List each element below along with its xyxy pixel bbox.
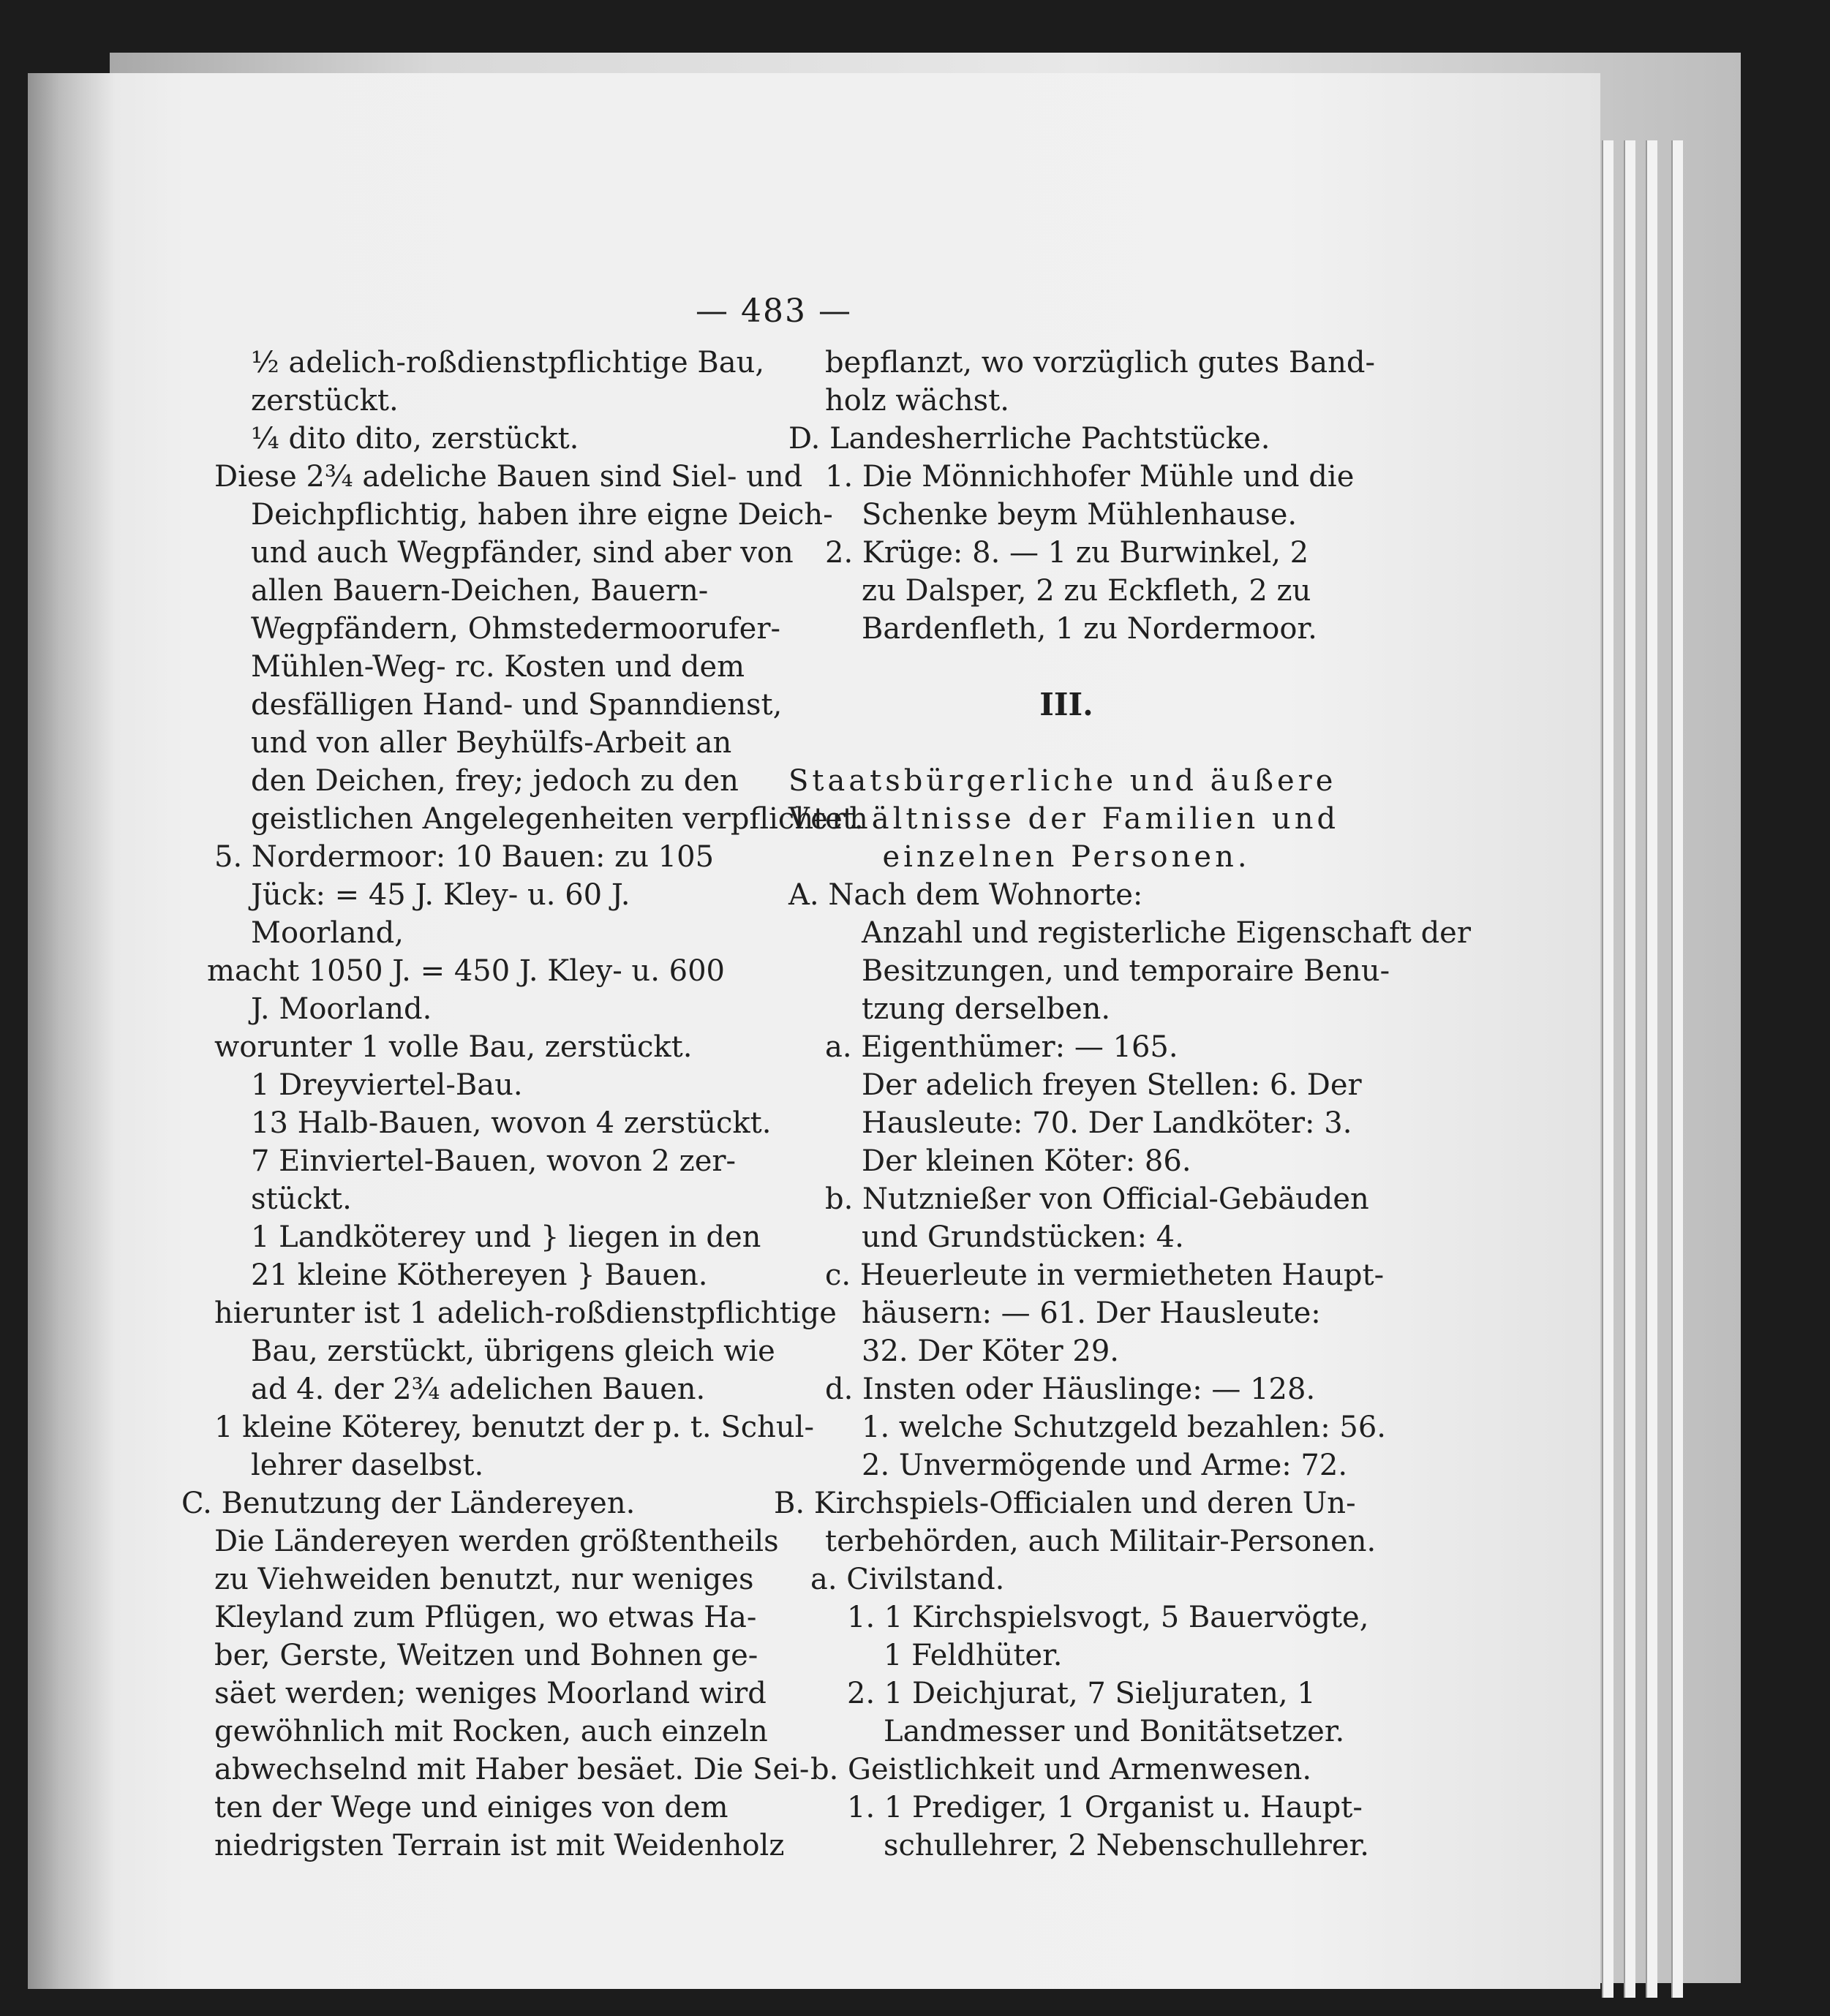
text-line: tzung derselben. bbox=[862, 992, 1111, 1026]
text-line: zu Dalsper, 2 zu Eckfleth, 2 zu bbox=[862, 574, 1311, 608]
text-line: Die Ländereyen werden größtentheils bbox=[214, 1525, 779, 1558]
text-line: a. Civilstand. bbox=[810, 1563, 1005, 1596]
text-line: ad 4. der 2¾ adelichen Bauen. bbox=[251, 1373, 706, 1406]
text-line: D. Landesherrliche Pachtstücke. bbox=[788, 422, 1270, 456]
text-line: stückt. bbox=[251, 1182, 352, 1216]
text-line: b. Nutznießer von Official-Gebäuden bbox=[825, 1182, 1369, 1216]
text-line: 1 Landköterey und } liegen in den bbox=[251, 1220, 761, 1254]
text-line: holz wächst. bbox=[825, 384, 1009, 418]
text-line: A. Nach dem Wohnorte: bbox=[788, 878, 1143, 912]
text-line: b. Geistlichkeit und Armenwesen. bbox=[810, 1753, 1312, 1786]
text-line: zu Viehweiden benutzt, nur weniges bbox=[214, 1563, 754, 1596]
text-line: 1. Die Mönnichhofer Mühle und die bbox=[825, 460, 1355, 494]
text-line: d. Insten oder Häuslinge: — 128. bbox=[825, 1373, 1316, 1406]
text-line: ½ adelich-roßdienstpflichtige Bau, bbox=[251, 346, 765, 380]
text-line: Diese 2¾ adeliche Bauen sind Siel- und bbox=[214, 460, 803, 494]
text-line: 21 kleine Köthereyen } Bauen. bbox=[251, 1258, 708, 1292]
text-line: Mühlen-Weg- rc. Kosten und dem bbox=[251, 650, 745, 684]
text-line: häusern: — 61. Der Hausleute: bbox=[862, 1296, 1321, 1330]
text-line: 1 Dreyviertel-Bau. bbox=[251, 1068, 523, 1102]
text-line: Landmesser und Bonitätsetzer. bbox=[884, 1715, 1345, 1748]
text-line: macht 1050 J. = 450 J. Kley- u. 600 bbox=[207, 954, 725, 988]
text-line: Hausleute: 70. Der Landköter: 3. bbox=[862, 1106, 1352, 1140]
text-line: Kleyland zum Pflügen, wo etwas Ha- bbox=[214, 1601, 757, 1634]
text-line: gewöhnlich mit Rocken, auch einzeln bbox=[214, 1715, 768, 1748]
text-line: bepflanzt, wo vorzüglich gutes Band- bbox=[825, 346, 1375, 380]
text-line: a. Eigenthümer: — 165. bbox=[825, 1030, 1178, 1064]
text-line: säet werden; weniges Moorland wird bbox=[214, 1677, 767, 1710]
text-line: 1 kleine Köterey, benutzt der p. t. Schul- bbox=[214, 1411, 814, 1444]
text-line: Deichpflichtig, haben ihre eigne Deich- bbox=[251, 498, 833, 532]
text-line: Verhältnisse der Familien und bbox=[788, 802, 1340, 836]
page-edge bbox=[1646, 140, 1657, 1998]
text-line: Wegpfändern, Ohmstedermoorufer- bbox=[251, 612, 780, 646]
page-number-header: — 483 — bbox=[696, 292, 852, 330]
text-line: 2. Krüge: 8. — 1 zu Burwinkel, 2 bbox=[825, 536, 1309, 570]
text-line: 1. welche Schutzgeld bezahlen: 56. bbox=[862, 1411, 1386, 1444]
text-line: 7 Einviertel-Bauen, wovon 2 zer- bbox=[251, 1144, 737, 1178]
text-line: c. Heuerleute in vermietheten Haupt- bbox=[825, 1258, 1385, 1292]
text-line: Moorland, bbox=[251, 916, 404, 950]
text-line: Anzahl und registerliche Eigenschaft der bbox=[862, 916, 1471, 950]
text-line: 1 Feldhüter. bbox=[884, 1639, 1063, 1672]
text-line: desfälligen Hand- und Spanndienst, bbox=[251, 688, 783, 722]
text-line: zerstückt. bbox=[251, 384, 399, 418]
text-line: Schenke beym Mühlenhause. bbox=[862, 498, 1298, 532]
text-line: schullehrer, 2 Nebenschullehrer. bbox=[884, 1829, 1370, 1862]
book-page bbox=[28, 73, 1600, 1989]
text-line: und auch Wegpfänder, sind aber von bbox=[251, 536, 794, 570]
text-line: 32. Der Köter 29. bbox=[862, 1334, 1119, 1368]
text-line: ten der Wege und einiges von dem bbox=[214, 1791, 728, 1824]
text-line: 1. 1 Kirchspielsvogt, 5 Bauervögte, bbox=[847, 1601, 1369, 1634]
text-line: Der adelich freyen Stellen: 6. Der bbox=[862, 1068, 1362, 1102]
text-line: worunter 1 volle Bau, zerstückt. bbox=[214, 1030, 693, 1064]
text-line: J. Moorland. bbox=[251, 992, 432, 1026]
text-line: abwechselnd mit Haber besäet. Die Sei- bbox=[214, 1753, 810, 1786]
text-line: Bardenfleth, 1 zu Nordermoor. bbox=[862, 612, 1317, 646]
text-line: Bau, zerstückt, übrigens gleich wie bbox=[251, 1334, 775, 1368]
text-line: III. bbox=[1039, 687, 1093, 722]
text-line: Jück: = 45 J. Kley- u. 60 J. bbox=[251, 878, 630, 912]
text-line: niedrigsten Terrain ist mit Weidenholz bbox=[214, 1829, 785, 1862]
page-edge bbox=[1624, 140, 1635, 1998]
text-line: 13 Halb-Bauen, wovon 4 zerstückt. bbox=[251, 1106, 772, 1140]
text-line: hierunter ist 1 adelich-roßdienstpflichtige bbox=[214, 1296, 837, 1330]
page-edge bbox=[1602, 140, 1614, 1998]
text-line: Besitzungen, und temporaire Benu- bbox=[862, 954, 1390, 988]
text-line: und von aller Beyhülfs-Arbeit an bbox=[251, 726, 732, 760]
text-line: 2. Unvermögende und Arme: 72. bbox=[862, 1449, 1348, 1482]
text-line: und Grundstücken: 4. bbox=[862, 1220, 1184, 1254]
text-line: ¼ dito dito, zerstückt. bbox=[251, 422, 579, 456]
text-line: einzelnen Personen. bbox=[882, 840, 1251, 874]
text-line: geistlichen Angelegenheiten verpflichtet. bbox=[251, 802, 864, 836]
text-line: B. Kirchspiels-Officialen und deren Un- bbox=[774, 1487, 1356, 1520]
text-line: 1. 1 Prediger, 1 Organist u. Haupt- bbox=[847, 1791, 1363, 1824]
text-line: Staatsbürgerliche und äußere bbox=[788, 764, 1337, 798]
text-line: terbehörden, auch Militair-Personen. bbox=[825, 1525, 1377, 1558]
text-line: ber, Gerste, Weitzen und Bohnen ge- bbox=[214, 1639, 758, 1672]
text-line: lehrer daselbst. bbox=[251, 1449, 484, 1482]
text-line: 5. Nordermoor: 10 Bauen: zu 105 bbox=[214, 840, 715, 874]
text-line: 2. 1 Deichjurat, 7 Sieljuraten, 1 bbox=[847, 1677, 1316, 1710]
text-line: C. Benutzung der Ländereyen. bbox=[181, 1487, 636, 1520]
text-line: den Deichen, frey; jedoch zu den bbox=[251, 764, 739, 798]
text-line: Der kleinen Köter: 86. bbox=[862, 1144, 1191, 1178]
text-line: allen Bauern-Deichen, Bauern- bbox=[251, 574, 709, 608]
spine-shadow bbox=[28, 73, 116, 1989]
page-edge bbox=[1671, 140, 1683, 1998]
